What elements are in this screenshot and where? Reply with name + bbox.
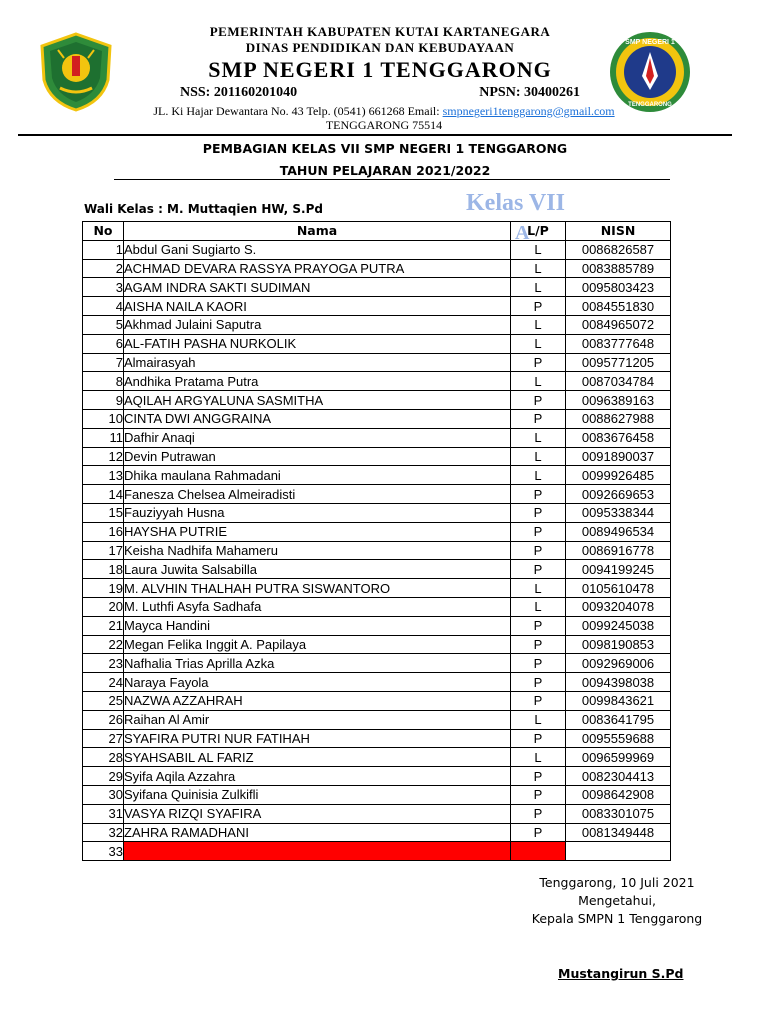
student-nisn: 0081349448 bbox=[566, 823, 671, 842]
row-number: 30 bbox=[83, 785, 124, 804]
table-row bbox=[83, 804, 671, 823]
dept-name: DINAS PENDIDIKAN DAN KEBUDAYAAN bbox=[245, 40, 515, 55]
table-row bbox=[83, 579, 671, 598]
student-gender: L bbox=[511, 597, 566, 616]
title-line-2: TAHUN PELAJARAN 2021/2022 bbox=[279, 163, 491, 178]
student-name: SYAFIRA PUTRI NUR FATIHAH bbox=[124, 729, 511, 748]
student-gender: P bbox=[511, 804, 566, 823]
student-nisn: 0095338344 bbox=[566, 503, 671, 522]
student-gender: L bbox=[511, 428, 566, 447]
student-gender: P bbox=[511, 541, 566, 560]
student-name: Syifa Aqila Azzahra bbox=[124, 767, 511, 786]
student-name: CINTA DWI ANGGRAINA bbox=[124, 409, 511, 428]
student-name: M. Luthfi Asyfa Sadhafa bbox=[124, 597, 511, 616]
logo-bottom-text: TENGGARONG bbox=[628, 102, 672, 108]
letterhead bbox=[0, 0, 768, 140]
place-date: Tenggarong, 10 Juli 2021 bbox=[539, 875, 695, 890]
class-label: Kelas VII bbox=[466, 190, 565, 216]
row-number: 14 bbox=[83, 485, 124, 504]
student-gender: L bbox=[511, 710, 566, 729]
student-name: Fauziyyah Husna bbox=[124, 503, 511, 522]
row-number: 6 bbox=[83, 334, 124, 353]
table-row bbox=[83, 391, 671, 410]
student-name: Mayca Handini bbox=[124, 616, 511, 635]
student-gender: P bbox=[511, 767, 566, 786]
row-number: 24 bbox=[83, 673, 124, 692]
row-number: 23 bbox=[83, 654, 124, 673]
row-number: 25 bbox=[83, 691, 124, 710]
row-number: 17 bbox=[83, 541, 124, 560]
student-gender: P bbox=[511, 503, 566, 522]
student-gender: P bbox=[511, 785, 566, 804]
table-row bbox=[83, 297, 671, 316]
school-name: SMP NEGERI 1 TENGGARONG bbox=[208, 57, 552, 82]
student-gender: L bbox=[511, 748, 566, 767]
student-name: Dafhir Anaqi bbox=[124, 428, 511, 447]
letterhead-divider bbox=[18, 134, 732, 136]
regency-emblem-logo bbox=[36, 32, 116, 112]
table-row bbox=[83, 466, 671, 485]
school-emblem-logo bbox=[608, 30, 692, 114]
student-gender: L bbox=[511, 466, 566, 485]
address-text: JL. Ki Hajar Dewantara No. 43 Telp. (0541) 661268 Email: bbox=[153, 104, 440, 118]
row-number: 21 bbox=[83, 616, 124, 635]
student-name: Keisha Nadhifa Mahameru bbox=[124, 541, 511, 560]
student-nisn: 0098642908 bbox=[566, 785, 671, 804]
student-nisn: 0095559688 bbox=[566, 729, 671, 748]
student-nisn: 0087034784 bbox=[566, 372, 671, 391]
student-name: Naraya Fayola bbox=[124, 673, 511, 692]
student-gender: P bbox=[511, 297, 566, 316]
table-row bbox=[83, 409, 671, 428]
gov-name: PEMERINTAH KABUPATEN KUTAI KARTANEGARA bbox=[209, 24, 551, 39]
title-line-1: PEMBAGIAN KELAS VII SMP NEGERI 1 TENGGARONG bbox=[202, 141, 568, 156]
npsn: NPSN: 30400261 bbox=[479, 85, 580, 100]
table-row bbox=[83, 785, 671, 804]
student-nisn: 0083777648 bbox=[566, 334, 671, 353]
table-row bbox=[83, 240, 671, 259]
student-name: Andhika Pratama Putra bbox=[124, 372, 511, 391]
document-title bbox=[120, 138, 650, 182]
school-address bbox=[104, 104, 664, 132]
student-gender: P bbox=[511, 823, 566, 842]
student-gender: L bbox=[511, 447, 566, 466]
row-number: 29 bbox=[83, 767, 124, 786]
student-nisn: 0086916778 bbox=[566, 541, 671, 560]
student-name: M. ALVHIN THALHAH PUTRA SISWANTORO bbox=[124, 579, 511, 598]
row-number: 15 bbox=[83, 503, 124, 522]
student-nisn: 0099245038 bbox=[566, 616, 671, 635]
row-number: 4 bbox=[83, 297, 124, 316]
student-gender: L bbox=[511, 372, 566, 391]
table-row bbox=[83, 353, 671, 372]
student-name: SYAHSABIL AL FARIZ bbox=[124, 748, 511, 767]
student-nisn: 0095803423 bbox=[566, 278, 671, 297]
student-nisn: 0083676458 bbox=[566, 428, 671, 447]
student-name: ZAHRA RAMADHANI bbox=[124, 823, 511, 842]
row-number: 22 bbox=[83, 635, 124, 654]
student-name: Dhika maulana Rahmadani bbox=[124, 466, 511, 485]
row-number: 10 bbox=[83, 409, 124, 428]
table-row bbox=[83, 428, 671, 447]
student-gender: P bbox=[511, 409, 566, 428]
student-gender: P bbox=[511, 616, 566, 635]
header-lp: L/P bbox=[511, 222, 566, 241]
row-number: 18 bbox=[83, 560, 124, 579]
student-name: AL-FATIH PASHA NURKOLIK bbox=[124, 334, 511, 353]
table-row bbox=[83, 823, 671, 842]
student-gender: P bbox=[511, 654, 566, 673]
table-row bbox=[83, 691, 671, 710]
table-row bbox=[83, 597, 671, 616]
city-text: TENGGARONG 75514 bbox=[325, 118, 443, 132]
header-no: No bbox=[83, 222, 124, 241]
row-number: 2 bbox=[83, 259, 124, 278]
table-row bbox=[83, 767, 671, 786]
student-table bbox=[82, 221, 671, 861]
table-row bbox=[83, 541, 671, 560]
nss: NSS: 201160201040 bbox=[180, 85, 298, 100]
row-number: 9 bbox=[83, 391, 124, 410]
student-gender: P bbox=[511, 485, 566, 504]
student-gender: P bbox=[511, 560, 566, 579]
student-nisn: 0083641795 bbox=[566, 710, 671, 729]
table-row bbox=[83, 334, 671, 353]
class-section: A bbox=[515, 222, 530, 244]
principal-title: Kepala SMPN 1 Tenggarong bbox=[531, 911, 703, 926]
student-nisn: 0083885789 bbox=[566, 259, 671, 278]
student-nisn: 0088627988 bbox=[566, 409, 671, 428]
student-gender: P bbox=[511, 635, 566, 654]
student-gender: L bbox=[511, 334, 566, 353]
student-gender: P bbox=[511, 353, 566, 372]
student-name: Fanesza Chelsea Almeiradisti bbox=[124, 485, 511, 504]
student-gender: P bbox=[511, 691, 566, 710]
student-name: Nafhalia Trias Aprilla Azka bbox=[124, 654, 511, 673]
logo-top-text: SMP NEGERI 1 bbox=[625, 39, 675, 46]
header-nama: Nama bbox=[124, 222, 511, 241]
table-row bbox=[83, 278, 671, 297]
student-name: NAZWA AZZAHRAH bbox=[124, 691, 511, 710]
student-gender: L bbox=[511, 240, 566, 259]
row-number: 8 bbox=[83, 372, 124, 391]
school-ids bbox=[120, 84, 640, 102]
student-name: Almairasyah bbox=[124, 353, 511, 372]
row-number: 1 bbox=[83, 240, 124, 259]
table-row bbox=[83, 259, 671, 278]
row-number: 27 bbox=[83, 729, 124, 748]
row-number: 11 bbox=[83, 428, 124, 447]
student-nisn: 0094199245 bbox=[566, 560, 671, 579]
student-name bbox=[124, 842, 511, 861]
student-nisn: 0092669653 bbox=[566, 485, 671, 504]
table-row bbox=[83, 842, 671, 861]
table-row bbox=[83, 560, 671, 579]
row-number: 16 bbox=[83, 522, 124, 541]
row-number: 3 bbox=[83, 278, 124, 297]
row-number: 7 bbox=[83, 353, 124, 372]
row-number: 12 bbox=[83, 447, 124, 466]
student-name: AQILAH ARGYALUNA SASMITHA bbox=[124, 391, 511, 410]
row-number: 20 bbox=[83, 597, 124, 616]
student-gender: P bbox=[511, 673, 566, 692]
student-name: HAYSHA PUTRIE bbox=[124, 522, 511, 541]
student-nisn: 0092969006 bbox=[566, 654, 671, 673]
email-link[interactable]: smpnegeri1tenggarong@gmail.com bbox=[442, 104, 615, 118]
student-gender: L bbox=[511, 278, 566, 297]
table-row bbox=[83, 447, 671, 466]
table-row bbox=[83, 654, 671, 673]
student-gender: L bbox=[511, 579, 566, 598]
student-nisn: 0084965072 bbox=[566, 315, 671, 334]
student-nisn bbox=[566, 842, 671, 861]
student-name: Akhmad Julaini Saputra bbox=[124, 315, 511, 334]
student-gender: L bbox=[511, 259, 566, 278]
header-nisn: NISN bbox=[566, 222, 671, 241]
table-row bbox=[83, 503, 671, 522]
student-nisn: 0093204078 bbox=[566, 597, 671, 616]
title-underline bbox=[114, 179, 670, 180]
row-number: 33 bbox=[83, 842, 124, 861]
table-header-row bbox=[83, 222, 671, 241]
table-row bbox=[83, 710, 671, 729]
student-name: Megan Felika Inggit A. Papilaya bbox=[124, 635, 511, 654]
table-row bbox=[83, 729, 671, 748]
row-number: 31 bbox=[83, 804, 124, 823]
student-name: VASYA RIZQI SYAFIRA bbox=[124, 804, 511, 823]
table-row bbox=[83, 616, 671, 635]
row-number: 26 bbox=[83, 710, 124, 729]
table-row bbox=[83, 635, 671, 654]
table-row bbox=[83, 673, 671, 692]
signature-block bbox=[520, 874, 714, 928]
student-name: Raihan Al Amir bbox=[124, 710, 511, 729]
row-number: 5 bbox=[83, 315, 124, 334]
student-nisn: 0096599969 bbox=[566, 748, 671, 767]
student-nisn: 0094398038 bbox=[566, 673, 671, 692]
student-nisn: 0096389163 bbox=[566, 391, 671, 410]
student-nisn: 0082304413 bbox=[566, 767, 671, 786]
student-nisn: 0091890037 bbox=[566, 447, 671, 466]
student-name: Syifana Quinisia Zulkifli bbox=[124, 785, 511, 804]
student-name: Laura Juwita Salsabilla bbox=[124, 560, 511, 579]
student-name: Devin Putrawan bbox=[124, 447, 511, 466]
student-name: AISHA NAILA KAORI bbox=[124, 297, 511, 316]
student-nisn: 0086826587 bbox=[566, 240, 671, 259]
table-row bbox=[83, 372, 671, 391]
student-name: ACHMAD DEVARA RASSYA PRAYOGA PUTRA bbox=[124, 259, 511, 278]
acknowledged: Mengetahui, bbox=[578, 893, 656, 908]
homeroom-teacher: Wali Kelas : M. Muttaqien HW, S.Pd bbox=[84, 202, 323, 216]
principal-name: Mustangirun S.Pd bbox=[558, 966, 684, 981]
student-name: AGAM INDRA SAKTI SUDIMAN bbox=[124, 278, 511, 297]
student-gender bbox=[511, 842, 566, 861]
table-row bbox=[83, 748, 671, 767]
student-gender: L bbox=[511, 315, 566, 334]
table-row bbox=[83, 315, 671, 334]
letterhead-text bbox=[120, 24, 640, 102]
student-gender: P bbox=[511, 522, 566, 541]
student-nisn: 0089496534 bbox=[566, 522, 671, 541]
student-nisn: 0098190853 bbox=[566, 635, 671, 654]
row-number: 19 bbox=[83, 579, 124, 598]
table-row bbox=[83, 522, 671, 541]
student-gender: P bbox=[511, 391, 566, 410]
student-nisn: 0099926485 bbox=[566, 466, 671, 485]
row-number: 13 bbox=[83, 466, 124, 485]
student-name: Abdul Gani Sugiarto S. bbox=[124, 240, 511, 259]
student-nisn: 0095771205 bbox=[566, 353, 671, 372]
student-nisn: 0084551830 bbox=[566, 297, 671, 316]
student-nisn: 0083301075 bbox=[566, 804, 671, 823]
student-nisn: 0105610478 bbox=[566, 579, 671, 598]
student-nisn: 0099843621 bbox=[566, 691, 671, 710]
table-row bbox=[83, 485, 671, 504]
row-number: 32 bbox=[83, 823, 124, 842]
student-gender: P bbox=[511, 729, 566, 748]
row-number: 28 bbox=[83, 748, 124, 767]
